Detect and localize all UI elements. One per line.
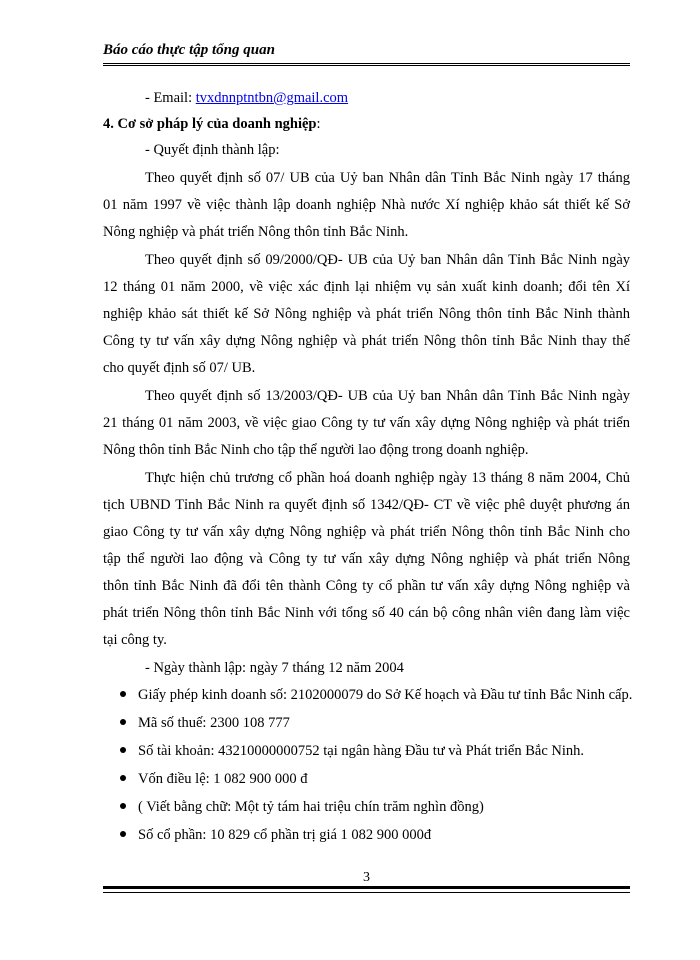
section-heading [103, 116, 630, 133]
paragraph-line: Nông nghiệp và phát triển Nông thôn tỉnh Bắc Ninh. [103, 224, 409, 240]
founding-decision-label: - Quyết định thành lập: [145, 142, 280, 158]
paragraph-line: Nông thôn tỉnh Bắc Ninh cho tập thể người lao động trong doanh nghiệp. [103, 442, 529, 458]
list-item [120, 687, 632, 704]
list-item-text: Mã số thuế: 2300 108 777 [138, 715, 290, 731]
footer-divider [103, 886, 630, 889]
email-line [103, 90, 630, 107]
page-number: 3 [363, 870, 370, 885]
list-item-text: Số cổ phần: 10 829 cổ phần trị giá 1 082 900 000đ [138, 827, 432, 843]
paragraph-line: giao Công ty tư vấn xây dựng Nông nghiệp và phát triển Nông thôn tỉnh Bắc Ninh cho [103, 524, 630, 540]
list-item-text: Vốn điều lệ: 1 082 900 000 đ [138, 771, 308, 787]
bullet-icon [120, 747, 126, 753]
paragraph-line: Theo quyết định số 09/2000/QĐ- UB của Uỷ ban Nhân dân Tỉnh Bắc Ninh ngày [145, 252, 630, 268]
email-link[interactable]: tvxdnnptntbn@gmail.com [195, 90, 349, 106]
list-item [120, 715, 290, 732]
list-item [120, 771, 308, 788]
paragraph-line: 12 tháng 01 năm 2000, về việc xác định lại nhiệm vụ sản xuất kinh doanh; đổi tên Xí [103, 279, 630, 295]
footer-divider-thin [103, 892, 630, 893]
paragraph-line: Công ty tư vấn xây dựng Nông nghiệp và phát triển Nông thôn tỉnh Bắc Ninh thay thế [103, 333, 630, 349]
paragraph-line: Theo quyết định số 13/2003/QĐ- UB của Uỷ ban Nhân dân Tỉnh Bắc Ninh ngày [145, 388, 630, 404]
paragraph-line: 21 tháng 01 năm 2003, về việc giao Công ty tư vấn xây dựng Nông nghiệp và phát triển [103, 415, 630, 431]
paragraph-line: tập thể người lao động và Công ty tư vấn xây dựng Nông nghiệp và phát triển Nông [103, 551, 630, 567]
bullet-icon [120, 775, 126, 781]
paragraph-line: cho quyết định số 07/ UB. [103, 360, 256, 376]
list-item [120, 799, 484, 816]
list-item [120, 743, 584, 760]
paragraph-line: Theo quyết định số 07/ UB của Uỷ ban Nhân dân Tỉnh Bắc Ninh ngày 17 tháng [145, 170, 630, 186]
paragraph-line: tịch UBND Tỉnh Bắc Ninh ra quyết định số 1342/QĐ- CT về việc phê duyệt phương án [103, 497, 630, 513]
header-divider [103, 63, 630, 66]
list-item [120, 827, 431, 844]
page-header-title: Báo cáo thực tập tổng quan [103, 42, 275, 58]
paragraph-line: tại công ty. [103, 632, 167, 648]
paragraph-line: Thực hiện chủ trương cổ phần hoá doanh nghiệp ngày 13 tháng 8 năm 2004, Chủ [145, 470, 630, 486]
paragraph-line: phát triển Nông thôn tỉnh Bắc Ninh với tổng số 40 cán bộ công nhân viên đang làm việc [103, 605, 630, 621]
paragraph-line: thôn tỉnh Bắc Ninh đã đổi tên thành Công ty cổ phần tư vấn xây dựng Nông nghiệp và [103, 578, 630, 594]
founding-date: - Ngày thành lập: ngày 7 tháng 12 năm 2004 [145, 660, 404, 676]
list-item-text: Giấy phép kinh doanh số: 2102000079 do Sở Kế hoạch và Đầu tư tỉnh Bắc Ninh cấp. [138, 687, 633, 703]
section-colon: : [316, 116, 321, 132]
section-title: 4. Cơ sở pháp lý của doanh nghiệp [103, 116, 317, 132]
list-item-text: Số tài khoản: 43210000000752 tại ngân hàng Đầu tư và Phát triển Bắc Ninh. [138, 743, 585, 759]
bullet-icon [120, 719, 126, 725]
email-label: - Email: [145, 90, 196, 106]
bullet-icon [120, 831, 126, 837]
list-item-text: ( Viết bằng chữ: Một tỷ tám hai triệu chín trăm nghìn đồng) [138, 799, 484, 815]
bullet-icon [120, 803, 126, 809]
paragraph-line: 01 năm 1997 về việc thành lập doanh nghiệp Nhà nước Xí nghiệp khảo sát thiết kế Sở [103, 197, 630, 213]
bullet-icon [120, 691, 126, 697]
paragraph-line: nghiệp khảo sát thiết kế Sở Nông nghiệp và phát triển Nông thôn tỉnh Bắc Ninh thành [103, 306, 630, 322]
